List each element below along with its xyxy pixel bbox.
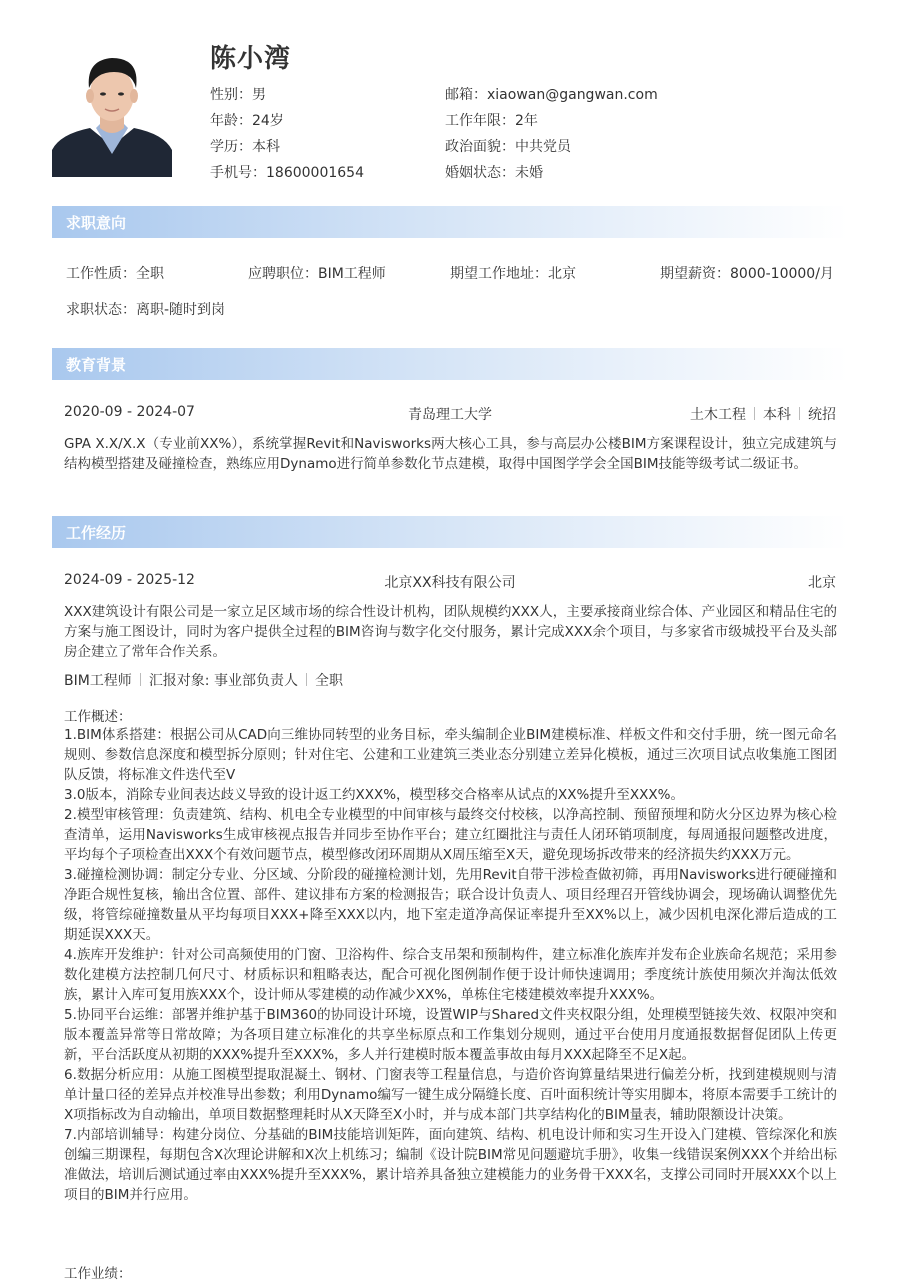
education-degree: 本科 (763, 407, 791, 423)
section-header-work (52, 516, 848, 548)
intent-label: 期望工作地址： (450, 266, 548, 282)
work-period: 2024-09 - 2025-12 (64, 572, 195, 588)
work-achievement-label: 工作业绩： (64, 1266, 132, 1282)
info-label: 邮箱： (445, 87, 487, 103)
duty-item: 1.BIM体系搭建：根据公司从CAD向三维协同转型的业务目标，牵头编制企业BIM建模标准、样板文件和交付手册，统一图元命名规则、参数信息深度和模型拆分原则；针对住宅、公建和工业建筑三类业态分别建立差异化模板，通过三次项目试点收集施工图团队反馈，将标准文件迭代至V (64, 727, 837, 783)
avatar-portrait-icon (52, 42, 172, 177)
duty-item: 5.协同平台运维：部署并维护基于BIM360的协同设计环境，设置WIP与Shared文件夹权限分组，处理模型链接失效、权限冲突和版本覆盖异常等日常故障；为各项目建立标准化的共享坐标原点和工作集划分规则，通过平台使用月度通报数据督促团队上传更新，平台活跃度从初期的XXX%提升至XXX%，多人并行建模时版本覆盖事故由每月XXX起降至不足X起。 (64, 1007, 837, 1063)
info-label: 婚姻状态： (445, 165, 515, 181)
duty-item: 6.数据分析应用：从施工图模型提取混凝土、钢材、门窗表等工程量信息，与造价咨询算量结果进行偏差分析，找到建模规则与清单计量口径的差异点并校准导出参数；利用Dynamo编写一键生成分隔缝长度、百叶面积统计等实用脚本，将原本需要手工统计的X项指标改为自动输出，单项目数据整理耗时从X天降至X小时，并与成本部门共享结构化的BIM量表，辅助限额设计决策。 (64, 1067, 837, 1123)
work-city: 北京 (808, 575, 836, 591)
work-role: BIM工程师 (64, 673, 132, 689)
info-label: 性别： (210, 87, 252, 103)
intent-label: 求职状态： (66, 302, 136, 318)
work-report-to: 汇报对象: 事业部负责人 (148, 673, 298, 689)
intent-value: 全职 (136, 266, 164, 282)
intent-work-type (66, 263, 164, 283)
duty-item: 2.模型审核管理：负责建筑、结构、机电全专业模型的中间审核与最终交付校核，以净高控制、预留预埋和防火分区边界为核心检查清单，运用Navisworks生成审核视点报告并同步至协作平台；建立红圈批注与责任人闭环销项制度，每周通报问题整改进度，平均每个子项检查出XXX个有效问题节点，模型修改闭环周期从X周压缩至X天，避免现场拆改带来的经济损失约XXX万元。 (64, 807, 837, 863)
info-education (210, 136, 280, 156)
education-school: 青岛理工大学 (408, 407, 492, 423)
divider (799, 407, 800, 420)
work-company: 北京XX科技有限公司 (384, 575, 516, 591)
intent-salary (660, 263, 834, 283)
duty-item: 3.0版本，消除专业间表达歧义导致的设计返工约XXX%，模型移交合格率从试点的XX%提升至XXX%。 (64, 787, 684, 803)
info-value: 中共党员 (515, 139, 571, 155)
info-gender (210, 84, 266, 104)
intent-location (450, 263, 576, 283)
avatar (52, 42, 172, 177)
work-company-description: XXX建筑设计有限公司是一家立足区域市场的综合性设计机构，团队规模约XXX人，主要承接商业综合体、产业园区和精品住宅的方案与施工图设计，同时为客户提供全过程的BIM咨询与数字化交付服务，累计完成XXX余个项目，与多家省市级城投平台及头部房企建立了常年合作关系。 (64, 604, 837, 660)
info-phone (210, 162, 364, 182)
info-label: 学历： (210, 139, 252, 155)
section-header-intent (52, 206, 848, 238)
section-title: 教育背景 (66, 356, 127, 374)
work-overview-label: 工作概述： (64, 709, 132, 725)
education-type: 统招 (808, 407, 836, 423)
divider (754, 407, 755, 420)
intent-value: 北京 (548, 266, 576, 282)
info-label: 手机号： (210, 165, 266, 181)
section-header-education (52, 348, 848, 380)
info-value: 2年 (515, 113, 538, 129)
info-value: 本科 (252, 139, 280, 155)
info-age (210, 110, 284, 130)
info-value: 男 (252, 87, 266, 103)
work-duties (64, 725, 837, 1205)
section-title: 工作经历 (66, 524, 127, 542)
intent-status (66, 299, 225, 319)
intent-label: 工作性质： (66, 266, 136, 282)
info-value: 未婚 (515, 165, 543, 181)
info-label: 政治面貌： (445, 139, 515, 155)
info-value: 24岁 (252, 113, 284, 129)
education-meta (690, 404, 836, 424)
info-label: 工作年限： (445, 113, 515, 129)
education-description: GPA X.X/X.X（专业前XX%），系统掌握Revit和Navisworks两大核心工具，参与高层办公楼BIM方案课程设计，独立完成建筑与结构模型搭建及碰撞检查，熟练应用Dynamo进行简单参数化节点建模，取得中国图学学会全国BIM技能等级考试二级证书。 (64, 436, 837, 472)
info-experience (445, 110, 538, 130)
info-value: xiaowan@gangwan.com (487, 87, 658, 103)
info-value: 18600001654 (266, 165, 364, 181)
education-period: 2020-09 - 2024-07 (64, 404, 195, 420)
info-email (445, 84, 658, 104)
duty-item: 4.族库开发维护：针对公司高频使用的门窗、卫浴构件、综合支吊架和预制构件，建立标准化族库并发布企业族命名规范；采用参数化建模方法控制几何尺寸、材质标识和粗略表达，配合可视化图例制作便于设计师快速调用；季度统计族使用频次并淘汰低效族，累计入库可复用族XXX个，设计师从零建模的动作减少XX%，单栋住宅楼建模效率提升XXX%。 (64, 947, 837, 1003)
info-marital (445, 162, 543, 182)
intent-label: 应聘职位： (248, 266, 318, 282)
duty-item: 7.内部培训辅导：构建分岗位、分基础的BIM技能培训矩阵，面向建筑、结构、机电设计师和实习生开设入门建模、管综深化和族创编三期课程，每期包含X次理论讲解和X次上机练习；编制《设计院BIM常见问题避坑手册》，收集一线错误案例XXX个并给出标准做法，培训后测试通过率由XXX%提升至XXX%，累计培养具备独立建模能力的业务骨干XXX名，支撑公司同时开展XXX个以上项目的BIM并行应用。 (64, 1127, 837, 1203)
info-political (445, 136, 571, 156)
info-label: 年龄： (210, 113, 252, 129)
divider (306, 673, 307, 686)
section-title: 求职意向 (66, 214, 127, 232)
duty-item: 3.碰撞检测协调：制定分专业、分区域、分阶段的碰撞检测计划，先用Revit自带干涉检查做初筛，再用Navisworks进行硬碰撞和净距合规性复核，输出含位置、部件、建议排布方案的检测报告；联合设计负责人、项目经理召开管线协调会，现场确认调整优先级，将管综碰撞数量从平均每项目XXX+降至XXX以内，地下室走道净高保证率提升至XX%以上，减少因机电深化滞后造成的工期延误XXX天。 (64, 867, 837, 943)
work-job-type: 全职 (314, 673, 343, 689)
work-role-line (64, 670, 343, 690)
intent-value: 离职-随时到岗 (136, 302, 226, 318)
intent-value: 8000-10000/月 (730, 266, 834, 282)
divider (140, 673, 141, 686)
candidate-name: 陈小湾 (210, 44, 292, 74)
education-major: 土木工程 (690, 407, 746, 423)
intent-position (248, 263, 386, 283)
intent-value: BIM工程师 (318, 266, 386, 282)
intent-label: 期望薪资： (660, 266, 730, 282)
